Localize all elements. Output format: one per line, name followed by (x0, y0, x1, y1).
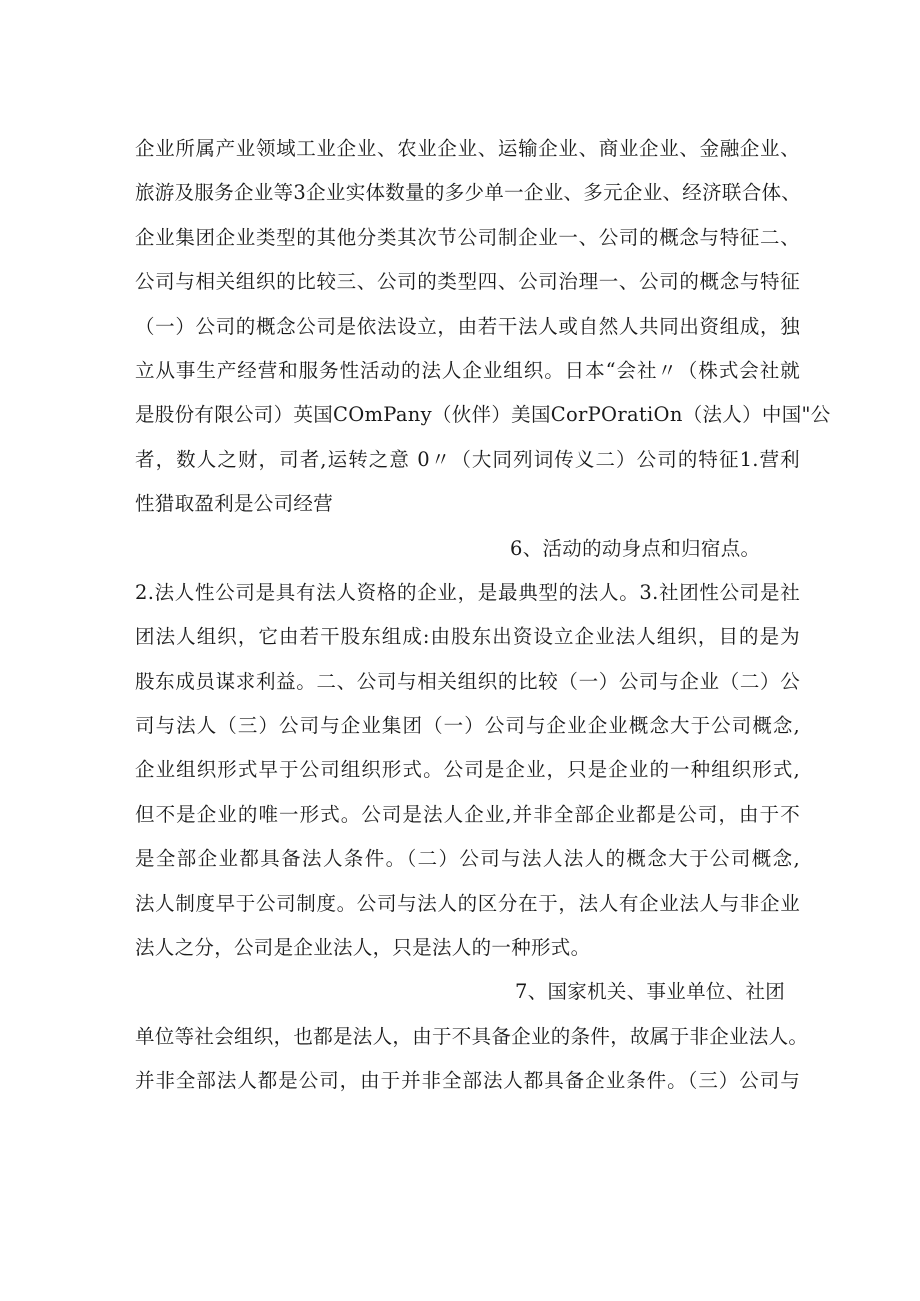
text-line-20: 7、国家机关、事业单位、社团 (515, 980, 786, 1004)
text-line-7: 是股份有限公司）英国COmPany（伙伴）美国CorPOratiOn（法人）中国"公 (135, 403, 831, 427)
text-line-16: 但不是企业的唯一形式。公司是法人企业,并非全部企业都是公司，由于不 (135, 802, 800, 826)
text-line-13: 股东成员谋求利益。二、公司与相关组织的比较（一）公司与企业（二）公 (135, 669, 800, 693)
text-line-18: 法人制度早于公司制度。公司与法人的区分在于，法人有企业法人与非企业 (135, 891, 800, 915)
text-line-15: 企业组织形式早于公司组织形式。公司是企业，只是企业的一种组织形式, (135, 758, 800, 782)
text-line-2: 旅游及服务企业等3企业实体数量的多少单一企业、多元企业、经济联合体、 (135, 181, 802, 205)
text-line-4: 公司与相关组织的比较三、公司的类型四、公司治理一、公司的概念与特征 (135, 270, 800, 294)
text-line-8: 者，数人之财，司者,运转之意 0〃（大同列词传义二）公司的特征1.营利 (135, 447, 800, 471)
text-line-17: 是全部企业都具备法人条件。（二）公司与法人法人的概念大于公司概念, (135, 847, 800, 871)
text-line-11: 2.法人性公司是具有法人资格的企业，是最典型的法人。3.社团性公司是社 (135, 580, 800, 604)
text-line-3: 企业集团企业类型的其他分类其次节公司制企业一、公司的概念与特征二、 (135, 225, 800, 249)
text-line-12: 团法人组织，它由若干股东组成:由股东出资设立企业法人组织，目的是为 (135, 625, 800, 649)
text-line-10: 6、活动的动身点和归宿点。 (510, 536, 761, 560)
text-line-21: 单位等社会组织，也都是法人，由于不具备企业的条件，故属于非企业法人。 (135, 1024, 809, 1048)
text-line-1: 企业所属产业领域工业企业、农业企业、运输企业、商业企业、金融企业、 (135, 137, 800, 160)
text-line-19: 法人之分，公司是企业法人，只是法人的一种形式。 (135, 936, 591, 960)
text-line-14: 司与法人（三）公司与企业集团（一）公司与企业企业概念大于公司概念, (135, 714, 800, 738)
text-line-6: 立从事生产经营和服务性活动的法人企业组织。日本“会社〃（株式会社就 (135, 358, 800, 382)
text-line-9: 性猎取盈利是公司经营 (135, 492, 334, 516)
text-line-5: （一）公司的概念公司是依法设立，由若干法人或自然人共同出资组成，独 (135, 314, 800, 338)
text-line-22: 并非全部法人都是公司，由于并非全部法人都具备企业条件。（三）公司与 (135, 1069, 800, 1093)
body-text (135, 127, 831, 1104)
